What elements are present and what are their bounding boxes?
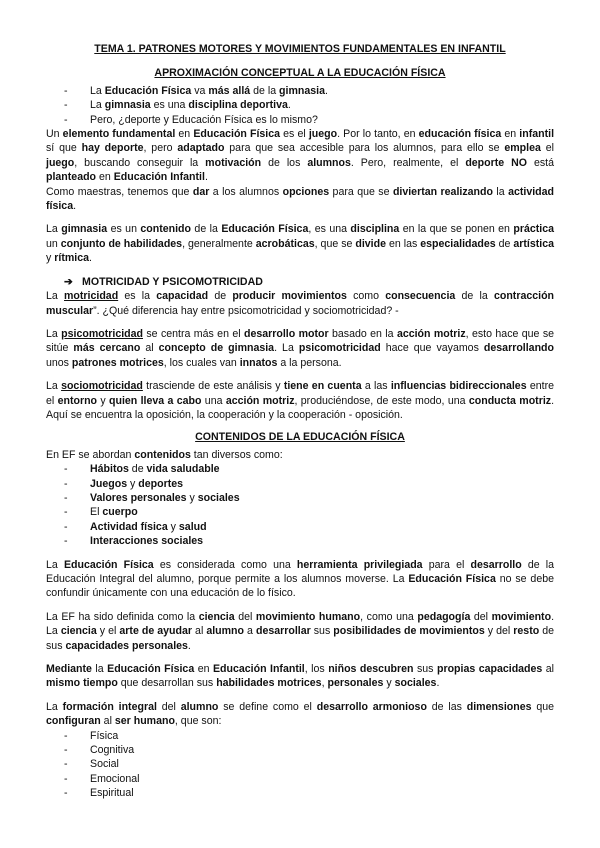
text-run: , pero (143, 142, 178, 155)
text-run: de la (250, 84, 280, 97)
paragraph-gimnasia (46, 222, 554, 265)
text-run: es el (280, 128, 309, 141)
bold-term: propias capacidades (436, 663, 543, 676)
bold-term: concepto de gimnasia (158, 342, 275, 355)
bold-term: desarrollo (470, 558, 522, 571)
paragraph-contenidos-intro (46, 448, 554, 462)
underlined-term: sociomotricidad (61, 380, 143, 393)
bold-term: alumnos (307, 156, 351, 169)
bold-term: conducta motriz (468, 394, 552, 407)
bold-term: Educación Infantil (212, 663, 305, 676)
text-run: , los cuales van (163, 356, 240, 369)
text-run: va (191, 84, 209, 97)
bold-term: Actividad física (90, 520, 168, 533)
list-item (64, 98, 554, 112)
paragraph-mediante (46, 662, 554, 691)
bold-term: movimiento humano (255, 610, 361, 623)
dimensiones-list (46, 729, 554, 801)
bold-term: movimiento (491, 610, 552, 623)
bold-term: motivación (205, 156, 262, 169)
text-run: La (46, 327, 62, 340)
bold-term: artística (513, 237, 555, 250)
paragraph-ciencia (46, 610, 554, 653)
text-run: la (492, 185, 509, 198)
list-item (64, 743, 554, 757)
text-run: y (46, 252, 55, 265)
bold-term: actividad física (46, 185, 555, 213)
bold-term: contenido (140, 223, 192, 236)
text-run: La EF ha sido definida como la (46, 610, 199, 623)
text-run: del (156, 700, 181, 713)
bold-term: posibilidades de movimientos (333, 625, 485, 638)
bold-term: Educación Física (107, 663, 195, 676)
bold-term: ciencia (198, 610, 235, 623)
bold-term: contenidos (134, 448, 191, 461)
bold-term: Educación Física (104, 84, 192, 97)
bold-term: resto (513, 625, 540, 638)
bold-term: especialidades (420, 237, 496, 250)
bold-term: desarrollo motor (243, 327, 329, 340)
text-run: se define como el (218, 700, 317, 713)
bold-term: gimnasia (279, 84, 325, 97)
bold-term: planteado (46, 171, 97, 184)
list-item (64, 113, 554, 127)
text-run: para el (422, 558, 471, 571)
bold-term: entorno (57, 394, 98, 407)
text-run: , (321, 677, 328, 690)
text-run: de (208, 290, 233, 303)
text-run: , produciéndose, de este modo, una (294, 394, 469, 407)
text-run: . (287, 99, 291, 112)
text-run: . (204, 171, 208, 184)
bold-term: educación física (418, 128, 502, 141)
text-run: que (531, 700, 555, 713)
bold-term: personales (327, 677, 384, 690)
text-run: Emocional (90, 772, 140, 785)
text-run: se centra más en el (143, 327, 244, 340)
bold-term: dimensiones (466, 700, 532, 713)
text-run: , que se (314, 237, 356, 250)
bold-term: deporte NO (465, 156, 528, 169)
underlined-term: psicomotricidad (61, 327, 143, 340)
bold-term: deportes (138, 477, 184, 490)
text-run: ”. ¿Qué diferencia hay entre psicomotricidad y sociomotricidad? - (93, 304, 399, 317)
text-run: de la (455, 290, 494, 303)
text-run: . (89, 252, 92, 265)
bold-term: capacidades personales (65, 639, 188, 652)
text-run: y (127, 477, 139, 490)
bold-term: mismo tiempo (46, 677, 118, 690)
text-run: Social (90, 758, 119, 771)
bold-term: herramienta privilegiada (296, 558, 423, 571)
bold-term: configuran (46, 715, 101, 728)
text-run: . (73, 200, 77, 213)
bold-term: quien lleva a cabo (109, 394, 202, 407)
bold-term: arte de ayudar (119, 625, 193, 638)
text-run: del (470, 610, 492, 623)
bold-term: ciencia (60, 625, 97, 638)
text-run: de la (191, 223, 222, 236)
section-heading-contenidos: CONTENIDOS DE LA EDUCACIÓN FÍSICA (195, 431, 405, 444)
text-run: de (128, 463, 147, 476)
text-run: en (175, 128, 194, 141)
text-run: Pero, ¿deporte y Educación Física es lo mismo? (90, 113, 318, 126)
bold-term: producir movimientos (232, 290, 347, 303)
text-run: unos (46, 356, 72, 369)
bold-term: capacidad (156, 290, 209, 303)
list-item (64, 505, 554, 519)
text-run: Espiritual (90, 787, 134, 800)
text-run: La (46, 223, 62, 236)
text-run: y (97, 394, 110, 407)
bold-term: niños descubren (328, 663, 414, 676)
text-run: a la persona. (277, 356, 342, 369)
text-run: a los alumnos (209, 185, 283, 198)
text-run: al (542, 663, 555, 676)
text-run: La (90, 84, 105, 97)
text-run: al (140, 342, 159, 355)
text-run: está (527, 156, 555, 169)
text-run: , esto hace que se sitúe (46, 327, 555, 355)
text-run: en (96, 171, 114, 184)
text-run: . Aquí se encuentra la oposición, la cooperación y la cooperación - oposición. (46, 394, 555, 421)
text-run: es considerada como una (153, 558, 297, 571)
text-run: del (234, 610, 256, 623)
bold-term: Educación Física (63, 558, 154, 571)
subheading-motricidad-label: MOTRICIDAD Y PSICOMOTRICIDAD (82, 275, 263, 288)
list-item (64, 757, 554, 771)
text-run: . Pero, realmente, el (350, 156, 466, 169)
text-run: y (186, 491, 198, 504)
text-run: en (501, 128, 520, 141)
text-run: en (194, 663, 213, 676)
text-run: , buscando conseguir la (74, 156, 206, 169)
bold-term: Valores personales (90, 491, 187, 504)
bold-term: práctica (513, 223, 555, 236)
paragraph-motricidad (46, 289, 554, 318)
text-run: Como maestras, tenemos que (46, 185, 193, 198)
bold-term: dar (192, 185, 210, 198)
text-run: Cognitiva (90, 744, 135, 757)
text-run: para que se (329, 185, 393, 198)
text-run: de los (261, 156, 308, 169)
text-run: tan diversos como: (190, 448, 283, 461)
bold-term: desarrollo armonioso (316, 700, 427, 713)
bold-term: desarrollar (255, 625, 311, 638)
list-item (64, 477, 554, 491)
list-item (64, 84, 554, 98)
text-run: . Por lo tanto, en (337, 128, 419, 141)
bold-term: gimnasia (104, 99, 151, 112)
bold-term: contracción muscular (46, 290, 555, 317)
text-run: El (90, 506, 103, 519)
document-title: TEMA 1. PATRONES MOTORES Y MOVIMIENTOS FUNDAMENTALES EN INFANTIL (94, 43, 506, 55)
text-run: la (91, 663, 108, 676)
text-run: de la Educación Integral del alumno, porque permite a los alumnos moverse. La (46, 558, 555, 585)
paragraph-psicomotricidad (46, 327, 554, 370)
contenidos-list (46, 462, 554, 548)
bold-term: ser humano (114, 715, 175, 728)
section-heading-aproximacion: APROXIMACIÓN CONCEPTUAL A LA EDUCACIÓN FÍSICA (154, 67, 446, 80)
list-item (64, 534, 554, 548)
text-run: al (100, 715, 115, 728)
text-run: es una (150, 99, 189, 112)
bold-term: Educación Física (408, 573, 496, 585)
bold-term: diviertan realizando (392, 185, 493, 198)
list-item (64, 491, 554, 505)
text-run: un (46, 237, 61, 250)
text-run: . (324, 84, 328, 97)
bold-term: conjunto de habilidades (60, 237, 183, 250)
bold-term: Educación Infantil (113, 171, 205, 184)
text-run: una (201, 394, 226, 407)
text-run: hace que vayamos (380, 342, 484, 355)
text-run: de las (426, 700, 467, 713)
text-run: . La (274, 342, 299, 355)
text-run: entre el (46, 380, 555, 407)
text-run: Física (90, 729, 119, 742)
bold-term: juego (308, 128, 338, 141)
bold-term: pedagogía (417, 610, 471, 623)
list-item (64, 786, 554, 800)
bold-term: elemento fundamental (62, 128, 176, 141)
paragraph-sociomotricidad (46, 379, 554, 422)
bold-term: opciones (282, 185, 330, 198)
bold-term: hay deporte (81, 142, 144, 155)
bold-term: Mediante (46, 663, 92, 676)
text-run: como (346, 290, 386, 303)
bold-term: Educación Física (193, 128, 281, 141)
bold-term: alumno (206, 625, 244, 638)
bold-term: gimnasia (61, 223, 108, 236)
bold-term: más allá (208, 84, 251, 97)
text-run: que desarrollan sus (117, 677, 217, 690)
bold-term: disciplina deportiva (188, 99, 288, 112)
bold-term: más cercano (73, 342, 141, 355)
arrow-right-icon: ➔ (64, 275, 73, 288)
bold-term: desarrollando (483, 342, 554, 355)
bold-term: disciplina (350, 223, 400, 236)
text-run: es la (118, 290, 157, 303)
aproximacion-bullet-list (46, 84, 554, 127)
text-run: trasciende de este análisis y (142, 380, 284, 393)
bold-term: Educación Física (221, 223, 309, 236)
bold-term: psicomotricidad (298, 342, 381, 355)
text-run: . (436, 677, 440, 690)
bold-term: patrones motrices (71, 356, 164, 369)
bold-term: sociales (197, 491, 240, 504)
text-run: no se debe confundir únicamente con una educación de lo físico. (46, 573, 554, 600)
paragraph-juego (46, 127, 554, 185)
bold-term: Hábitos (90, 463, 129, 476)
text-run: y (383, 677, 395, 690)
bold-term: divide (355, 237, 386, 250)
text-run: La (90, 99, 105, 112)
text-run: y el (96, 625, 120, 638)
text-run: , es una (308, 223, 351, 236)
text-run: La (46, 558, 64, 571)
list-item (64, 729, 554, 743)
bold-term: infantil (519, 128, 555, 141)
bold-term: rítmica (54, 252, 89, 265)
text-run: , como una (360, 610, 418, 623)
bold-term: innatos (239, 356, 278, 369)
text-run: basado en la (328, 327, 397, 340)
text-run: La (46, 700, 63, 713)
text-run: sus (413, 663, 437, 676)
text-run: en las (386, 237, 421, 250)
text-run: La (46, 290, 65, 303)
text-run: de (495, 237, 514, 250)
bold-term: formación integral (62, 700, 157, 713)
list-item (64, 462, 554, 476)
text-run: , generalmente (182, 237, 256, 250)
text-run: , que son: (174, 715, 222, 728)
paragraph-formacion-integral (46, 700, 554, 729)
bold-term: acción motriz (396, 327, 466, 340)
paragraph-herramienta (46, 558, 554, 601)
bold-term: acción motriz (225, 394, 295, 407)
bold-term: influencias bidireccionales (390, 380, 527, 393)
bold-term: Interacciones sociales (90, 535, 204, 548)
text-run: sus (310, 625, 334, 638)
text-run: al (192, 625, 207, 638)
bold-term: salud (178, 520, 207, 533)
text-run: . La (46, 610, 555, 638)
bold-term: acrobáticas (255, 237, 315, 250)
text-run: , los (304, 663, 329, 676)
bold-term: consecuencia (385, 290, 456, 303)
text-run: Un (46, 128, 63, 141)
paragraph-maestras (46, 185, 554, 214)
text-run: y del (484, 625, 514, 638)
text-run: es un (107, 223, 141, 236)
bold-term: sociales (394, 677, 437, 690)
underlined-term: motricidad (64, 290, 119, 303)
text-run: a las (361, 380, 391, 393)
list-item (64, 772, 554, 786)
text-run: de sus (46, 625, 555, 652)
bold-term: vida saludable (146, 463, 220, 476)
bold-term: cuerpo (102, 506, 138, 519)
text-run: para que sea accesible para los alumnos, para ello se (224, 142, 505, 155)
text-run: La (46, 380, 62, 393)
bold-term: habilidades motrices (216, 677, 322, 690)
text-run: a (244, 625, 256, 638)
bold-term: tiene en cuenta (283, 380, 362, 393)
text-run: en la que se ponen en (399, 223, 514, 236)
text-run: sí que (46, 142, 82, 155)
text-run: y (167, 520, 179, 533)
bold-term: emplea (504, 142, 541, 155)
bold-term: alumno (180, 700, 219, 713)
text-run: . (187, 639, 191, 652)
text-run: En EF se abordan (46, 448, 135, 461)
text-run: el (540, 142, 554, 155)
subheading-motricidad (64, 275, 554, 289)
bold-term: juego (46, 156, 75, 169)
bold-term: adaptado (177, 142, 225, 155)
bold-term: Juegos (90, 477, 128, 490)
list-item (64, 520, 554, 534)
